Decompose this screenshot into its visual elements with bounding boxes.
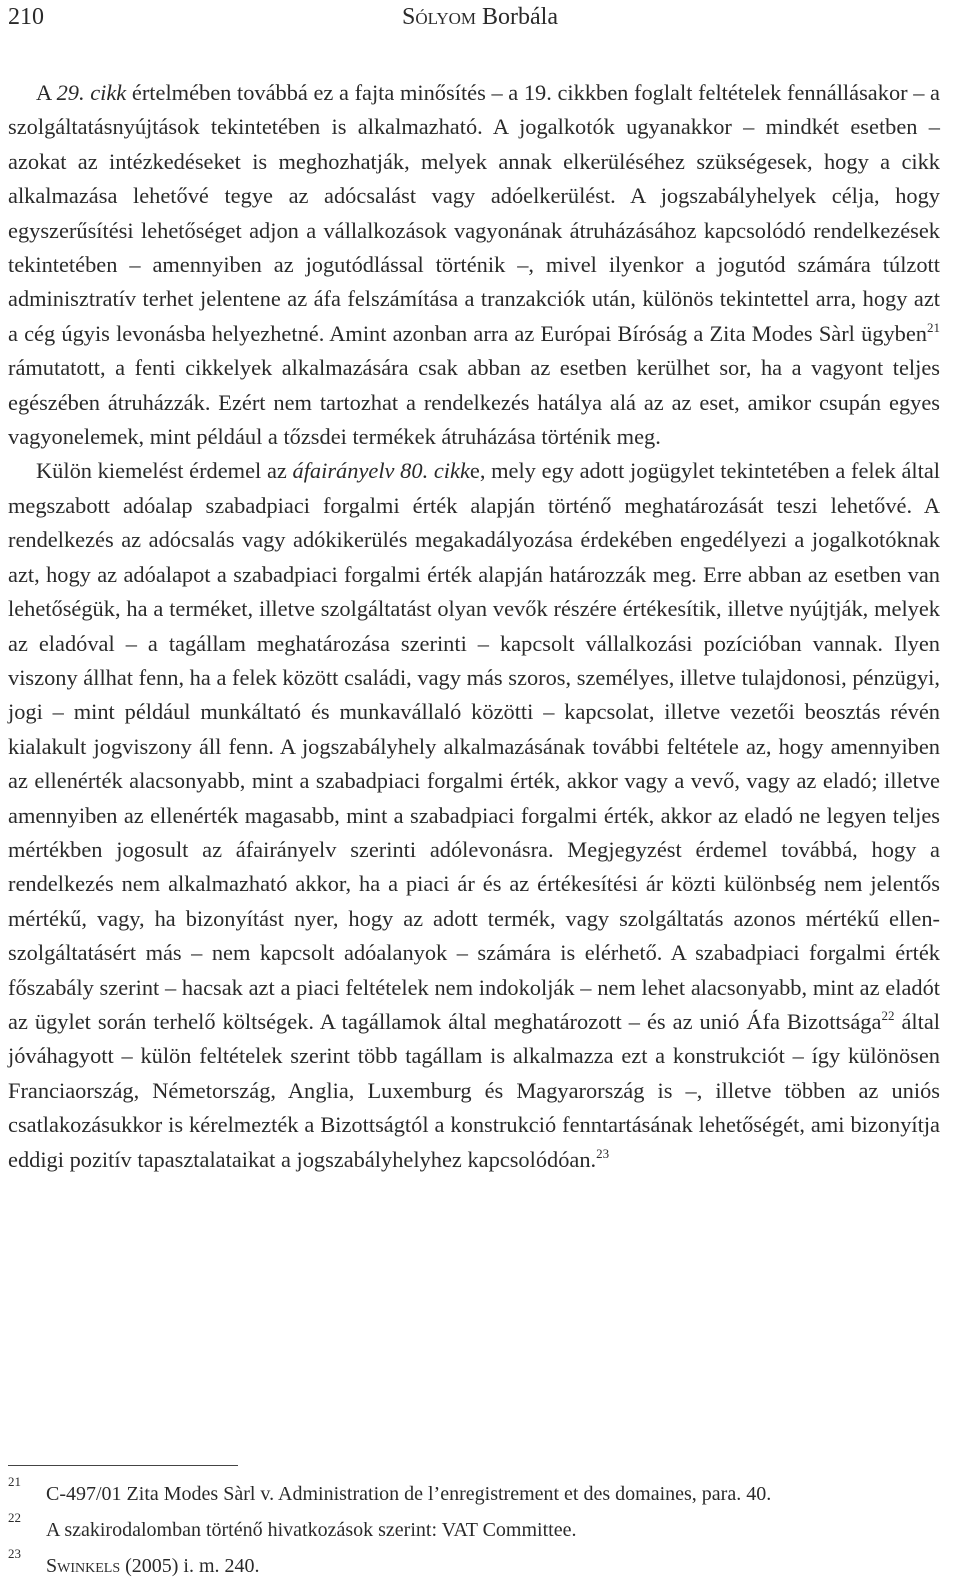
text-run: e, mely egy adott jogügylet tekintetében a felek által megszabott adóalap szabadpiaci forgalmi érték alapján történő meghatározását teszi lehetővé. A rendelkezés az adócsalás vagy adókikerülés megakadályozása érdekében engedélyezi a jogalkotóknak azt, hogy az adóalapot a szabadpiaci forgalmi érték alapján határozzák meg. Erre abban az esetben van lehetőségük, ha a terméket, illetve szolgáltatást olyan vevők részére értékesítik, illetve nyújtják, melyek az eladóval – a tagállam meghatározása szerinti – kapcsolt vállalkozási pozícióban vannak. Ilyen viszony állhat fenn, ha a felek között családi, vagy más szoros, személyes, illetve tulajdonosi, pénzügyi, jogi – mint például munkáltató és munkavállaló közötti – kapcsolat, illetve vezetői beosztás révén kialakult jogviszony áll fenn. A jogszabályhely alkalmazásának további feltétele az, hogy amennyiben az ellenérték alacsonyabb, mint a szabadpiaci forgalmi érték, akkor vagy a vevő, vagy az eladó; illetve amennyiben az ellenérték magasabb, mint a szabadpiaci forgalmi érték, akkor az eladó ne legyen teljes mértékben jogosult az áfairányelv szerinti adólevonásra. Megjegyzést érdemel továbbá, hogy a rendelkezés nem alkalmazható akkor, ha a piaci ár és az értékesítési ár közti különbség nem jelentős mértékű, vagy, ha bizonyítást nyer, hogy az adott termék, vagy szolgáltatás azonos mértékű ellenszolgáltatásért más – nem kapcsolt adóalanyok – számára is elérhető. A szabadpiaci forgalmi érték főszabály szerint – hacsak azt a piaci feltételek nem indokolják – nem lehet alacsonyabb, mint az eladót az ügylet során terhelő költségek. A tagállamok által meghatározott – és az unió Áfa Bizottsága [8, 458, 941, 1034]
cited-author: Swinkels [46, 1555, 121, 1577]
page-header [8, 0, 952, 34]
footnotes [8, 1476, 950, 1584]
footnote-21 [8, 1476, 950, 1512]
footnote-22 [8, 1512, 950, 1548]
text-run: értelmében továbbá ez a fajta minősítés – a 19. cikkben foglalt feltételek fennállásakor – a szolgáltatásnyújtások tekintetében is alkalmazható. A jogalkotók ugyanakkor – mindkét esetben – azokat az intézkedéseket is meghozhatják, melyek annak elkerüléséhez szükségesek, hogy a cikk alkalmazása lehetővé tegye az adócsalást vagy adóelkerülést. A jogszabályhelyek célja, hogy egyszerűsítési lehetőséget adjon a vállalkozások vagyonának átruházásához kapcsolódó rendelkezések tekintetében – amennyiben az jogutódlással történik –, mivel ilyenkor a jogutód számára túlzott adminisztratív terhet jelentene az áfa felszámítása a tranzakciók után, különös tekintettel arra, hogy azt a cég úgyis levonásba helyezhetné. Amint azonban arra az Európai Bíróság a Zita Modes Sàrl ügyben [8, 80, 940, 346]
footnote-ref-21: 21 [927, 319, 940, 335]
footnote-text: C-497/01 Zita Modes Sàrl v. Administration de l’enregistrement et des domaines, para. 40. [46, 1483, 772, 1505]
paragraph-1 [8, 76, 940, 454]
author-first-name: Sólyom [402, 4, 476, 30]
text-run: rámutatott, a fenti cikkelyek alkalmazására csak abban az esetben kerülhet sor, ha a vagyont teljes egészében átruházzák. Ezért nem tartozhat a rendelkezés hatálya alá az az eset, amikor csupán egyes vagyonelemek, mint például a tőzsdei termékek átruházása történik meg. [8, 355, 940, 450]
text-run: Külön kiemelést érdemel az [36, 458, 293, 484]
citation-detail: (2005) i. m. 240. [120, 1555, 260, 1577]
footnote-text: A szakirodalomban történő hivatkozások szerint: VAT Committee. [46, 1519, 577, 1541]
paragraph-2 [8, 454, 940, 1177]
page-number: 210 [8, 4, 44, 30]
article-reference: áfairányelv 80. cikk [292, 458, 470, 484]
body-text [8, 76, 940, 1177]
footnote-divider [8, 1465, 238, 1466]
footnote-ref-23: 23 [596, 1145, 610, 1161]
text-run: által jóváhagyott – külön feltételek szerint több tagállam is alkalmazza ezt a konstrukciót – így különösen Franciaország, Németország, Anglia, Luxemburg és Magyarország is –, illetve többen az uniós csatlakozásukkor is kérelmezték a Bizottságtól a konstrukció fenntartásának lehetőségét, ami bizonyítja eddigi pozitív tapasztalataikat a jogszabályhelyhez kapcsolódóan. [8, 1008, 940, 1172]
text-run: A [36, 80, 57, 105]
article-reference: 29. cikk [56, 80, 127, 105]
footnote-ref-22: 22 [881, 1007, 895, 1023]
footnote-text [46, 1548, 260, 1584]
running-head [8, 0, 952, 34]
footnote-number: 22 [8, 1510, 21, 1525]
footnote-23 [8, 1548, 950, 1584]
author-last-name: Borbála [482, 4, 558, 30]
footnote-number: 23 [8, 1546, 21, 1561]
footnote-number: 21 [8, 1474, 21, 1489]
